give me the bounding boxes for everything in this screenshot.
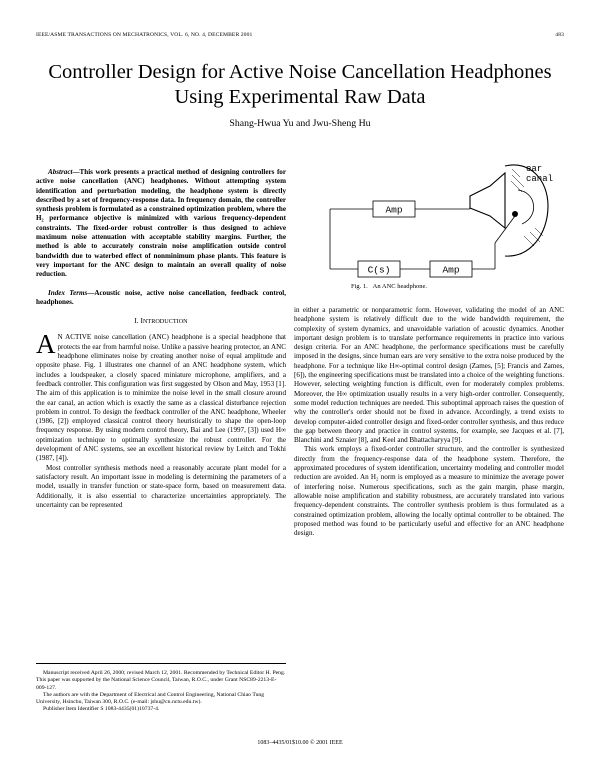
ear-label: ear bbox=[526, 164, 543, 174]
footnote-affiliation: The authors are with the Department of Electrical and Control Engineering, National Chiao Tung University, Hsinchu, Taiwan 300, R.O.C. (e-mail: jshu@cn.nctu.edu.tw). bbox=[36, 691, 265, 706]
index-terms-text: Acoustic noise, active noise cancellation, feedback control, headphones. bbox=[36, 288, 287, 306]
footnote-publisher-id: Publisher Item Identifier S 1083-4435(01)10737-4. bbox=[43, 706, 160, 713]
intro-paragraph-4: This work employs a fixed-order controller structure, and the controller is synthesized directly from the frequency-response data of the headphone system. Therefore, the approximated procedures of system identification, uncertainty modeling and controller model reduction are avoided. An H₂ norm is employed as a measure to minimize the average power of interfering noise. Numerous specifications, such as the gain margin, phase margin, allowable noise amplification and stability robustness, are accurately translated into various frequency-dependent constraints. The controller synthesis problem is thus formulated as a constrained optimization problem, allowing the locally optimal controller to be obtained. The proposed method was found to be particularly useful and effective for an ANC headphone design. bbox=[294, 445, 564, 538]
page-number: 483 bbox=[555, 32, 564, 38]
controller-label: C(s) bbox=[367, 264, 391, 276]
left-column bbox=[36, 168, 286, 510]
abstract-text: This work presents a practical method of designing controllers for active noise cancellation (ANC) headphones. Without attempting system identification and perturbation modeling, the headphone system is directly described by a set of frequency-response data. In frequency domain, the controller synthesis problem is formulated as a constrained optimization problem, where the H₂ performance objective is minimized with various frequency-dependent constraints. The fixed-order robust controller is thus designed to achieve maximum noise attenuation with acceptable stability margins. Further, the method is able to accurately constrain noise amplification outside control bandwidth due to waterbed effect of nonminimum phase plants. This feature is very important for the ANC design to maintain an overall quality of noise reduction. bbox=[36, 168, 286, 279]
figure-caption-text: An ANC headphone. bbox=[372, 283, 428, 290]
anc-diagram bbox=[300, 158, 558, 283]
intro-paragraph-3: in either a parametric or nonparametric form. However, validating the model of an ANC headphone system is relatively difficult due to the wide bandwidth requirement, the complexity of system dynamics, and unavoidable variation of acoustic dynamics. Another important design problem is to translate performance requirements in practice into various design criteria. For an ANC headphone, the performance specifications must be carefully imposed in the designs, since human ears are very sensitive to the extra noise produced by the headphone. For a technique like H∞-optimal control design (Zames, [5]; Francis and Zames, [6]), the engineering specifications must be translated into a choice of the weighting functions. However, selecting weighting function is difficult, even for moderately complex problems. Moreover, the H∞ optimization usually results in a very high-order controller. Consequently, some model reduction techniques are needed. This suboptimal approach raises the question of why the controller's order should not be fixed in advance. Accordingly, a trend exists to develop computer-aided controller design and fixed-order controller synthesis, and thus reduce the gap between theory and practice in control systems, for example, see Jacques et al. [7], Blanchini and Sznaier [8], and Keel and Bhattacharyya [9]. bbox=[294, 306, 564, 445]
ear-canal-curve bbox=[518, 190, 534, 224]
copyright-footer: 1083–4435/01$10.00 © 2001 IEEE bbox=[257, 740, 343, 746]
microphone bbox=[512, 211, 518, 217]
amp-bottom-label: Amp bbox=[442, 264, 460, 276]
paper-title: Controller Design for Active Noise Cancellation Headphones Using Experimental Raw Data bbox=[48, 61, 552, 108]
abstract: Abstract—This work presents a practical method of designing controllers for active noise cancellation (ANC) headphones. Without attempting system identification and perturbation modeling, the headphone system is directly described by a set of frequency-response data. In frequency domain, the controller synthesis problem is formulated as a constrained optimization problem, where the H₂ performance objective is minimized with various frequency-dependent constraints. The fixed-order robust controller is thus designed to achieve maximum noise attenuation with acceptable stability margins. Further, the method is able to accurately constrain noise amplification outside control bandwidth due to waterbed effect of nonminimum phase plants. This feature is very important for the ANC design to maintain an overall quality of noise reduction. bbox=[36, 168, 286, 279]
loudspeaker-cone bbox=[470, 173, 505, 228]
drop-cap: A bbox=[36, 329, 56, 360]
index-terms-label: Index Terms bbox=[48, 288, 88, 297]
section-heading bbox=[36, 316, 286, 326]
canal-label: canal bbox=[526, 174, 554, 184]
figure-caption bbox=[351, 283, 427, 290]
figure-caption-label: Fig. 1. bbox=[351, 283, 368, 290]
abstract-label: Abstract bbox=[48, 168, 73, 176]
section-number: I. bbox=[134, 316, 139, 326]
intro-paragraph-1-text: noise cancellation (ANC) headphone is a special headphone that protects the ear from harmful noise. Unlike a passive hearing protector, an ANC headphone eliminates noise by creating another noise of equal amplitude and opposite phase. Fig. 1 illustrates one channel of an ANC headphone system, which includes a loudspeaker, a closely spaced miniature microphone, amplifiers, and a feedback controller. This configuration was first suggested by Olson and May, 1953 [1]. The aim of this application is to minimize the noise level in the small closure around the ear canal, an action which is exactly the same as a classical disturbance rejection problem in control. To design the feedback controller of the ANC headphone, Wheeler (1986, [2]) employed classical control theory heuristically to shape the open-loop frequency response. By using modern control theory, Bai and Lee (1997, [3]) used H∞ optimization technique to optimally synthesize the robust controller. For the development of ANC systems, see an excellent historical review by Leitch and Tokhi (1987, [4]). bbox=[36, 333, 286, 463]
amp-top-label: Amp bbox=[385, 204, 403, 216]
intro-paragraph-2: Most controller synthesis methods need a reasonably accurate plant model for a satisfactory result. An important issue in modeling is determining the parameters of a model, usually in transfer function or state-space form, based on measurement data. Additionally, it is also essential to characterize uncertainties appropriately. The uncertainty can be represented bbox=[36, 463, 286, 509]
right-column bbox=[294, 306, 564, 538]
running-header: IEEE/ASME TRANSACTIONS ON MECHATRONICS, VOL. 6, NO. 4, DECEMBER 2001 bbox=[36, 32, 253, 38]
intro-paragraph-1 bbox=[36, 329, 286, 463]
footnote-manuscript: Manuscript received April 26, 2000; revised March 12, 2001. Recommended by Technical Editor H. Peng. This paper was supported by the National Science Council, Taiwan, R.O.C., under Grant NSC89-2213-E-009-127. bbox=[36, 670, 286, 691]
anc-headphone-figure bbox=[300, 158, 558, 283]
index-terms: Index Terms—Acoustic noise, active noise cancellation, feedback control, headphones. bbox=[36, 288, 287, 306]
section-title-rest: NTRODUCTION bbox=[142, 318, 188, 326]
section-title-first: I bbox=[140, 316, 143, 326]
author-list: Shang-Hwua Yu and Jwu-Sheng Hu bbox=[229, 118, 371, 129]
footnote bbox=[36, 663, 286, 714]
intro-lead-words: N ACTIVE bbox=[57, 333, 92, 342]
